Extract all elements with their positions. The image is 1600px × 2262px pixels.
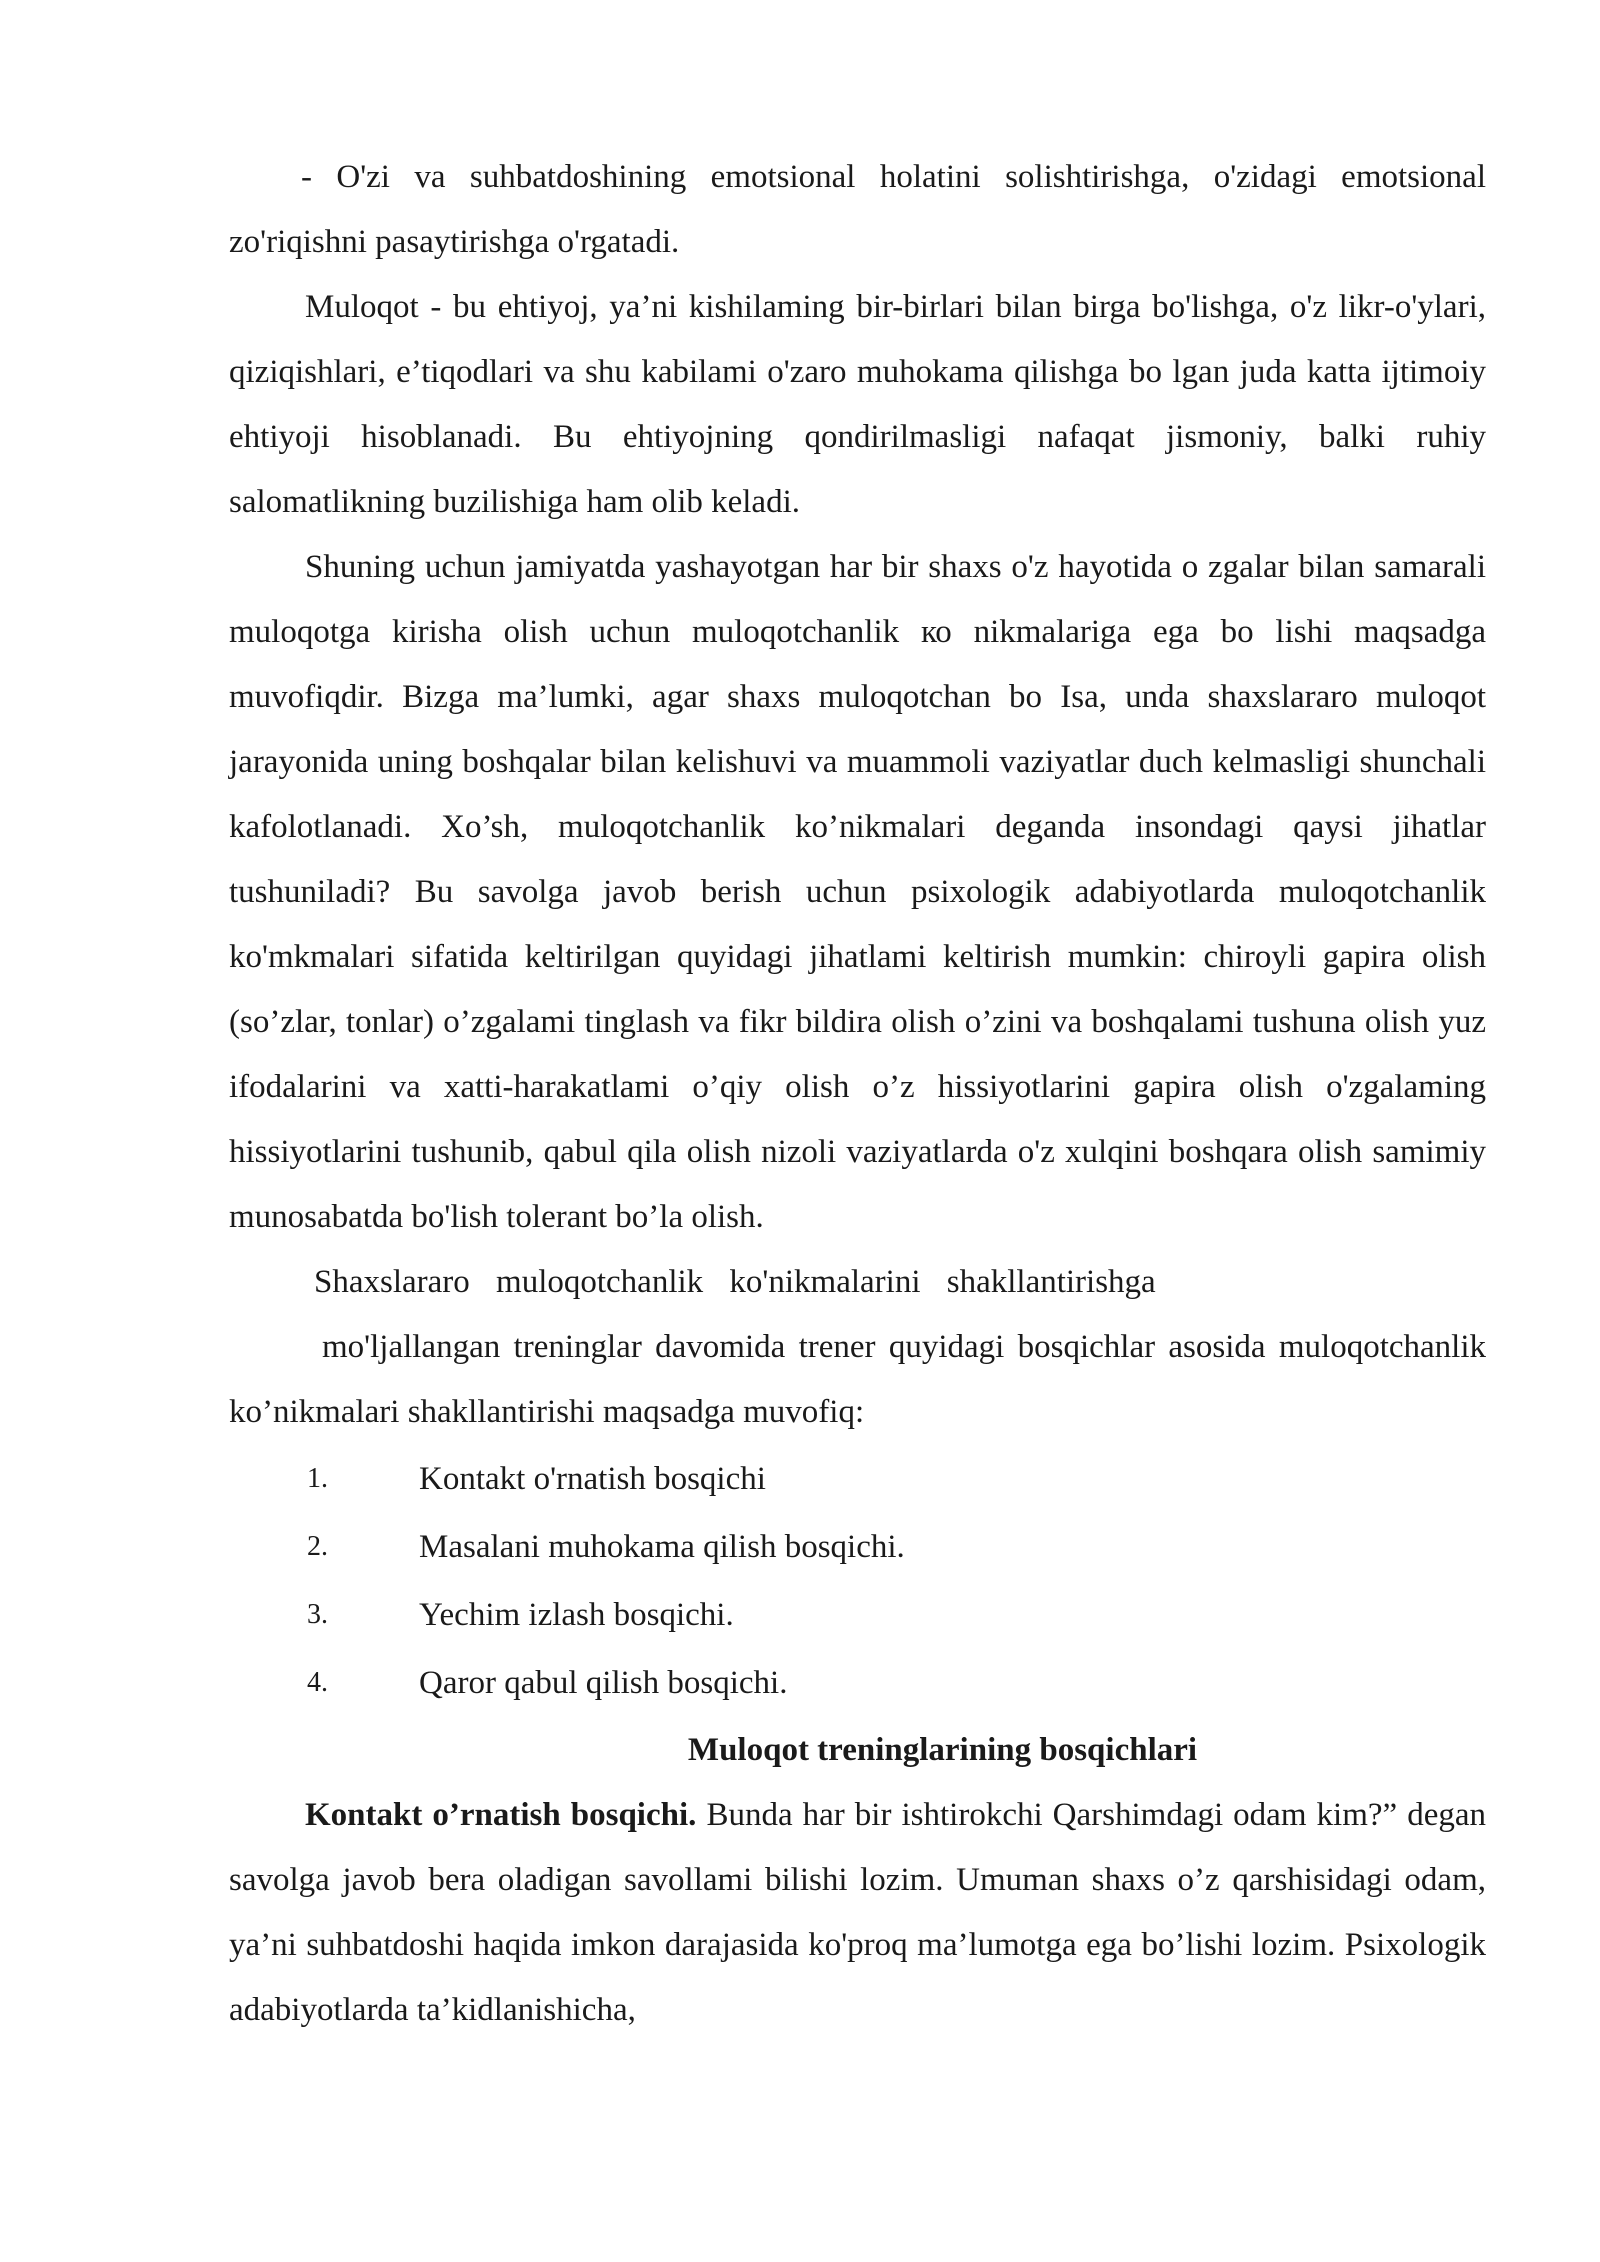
list-item-number: 2. bbox=[307, 1531, 328, 1562]
stages-list bbox=[229, 1445, 1486, 1717]
list-item bbox=[229, 1513, 1486, 1581]
list-item-text: Qaror qabul qilish bosqichi. bbox=[419, 1665, 788, 1701]
list-item-number: 3. bbox=[307, 1599, 328, 1630]
list-item-text: Masalani muhokama qilish bosqichi. bbox=[419, 1529, 905, 1565]
list-item-number: 1. bbox=[307, 1463, 328, 1494]
paragraph-body: Bunda har bir ishtirokchi Qarshimdagi odam kim?” degan savolga javob bera oladigan savollami bilishi lozim. Umuman shaxs o’z qarshisidagi odam, ya’ni suhbatdoshi haqida imkon darajasida ko'proq ma’lumotga ega bo’lishi lozim. Psixologik adabiyotlarda ta’kidlanishicha, bbox=[229, 1797, 1486, 2028]
list-item bbox=[229, 1581, 1486, 1649]
paragraph-contact-stage bbox=[229, 1783, 1486, 2043]
paragraph-communication-skills: Shuning uchun jamiyatda yashayotgan har bir shaxs o'z hayotida o zgalar bilan samarali muloqotga kirisha olish uchun muloqotchanlik ко nikmalariga ega bo lishi maqsadga muvofiqdir. Bizga ma’lumki, agar shaxs muloqotchan bo Isa, unda shaxslararo muloqot jarayonida uning boshqalar bilan kelishuvi va muammoli vaziyatlar duch kelmasligi shunchali kafolotlanadi. Xo’sh, muloqotchanlik ko’nikmalari deganda insondagi qaysi jihatlar tushuniladi? Bu savolga javob berish uchun psixologik adabiyotlarda muloqotchanlik ko'mkmalari sifatida keltirilgan quyidagi jihatlami keltirish mumkin: chiroyli gapira olish (so’zlar, tonlar) o’zgalami tinglash va fikr bildira olish o’zini va boshqalami tushuna olish yuz ifodalarini va xatti-harakatlami o’qiy olish o’z hissiyotlarini gapira olish o'zgalaming hissiyotlarini tushunib, qabul qila olish nizoli vaziyatlarda o'z xulqini boshqara olish samimiy munosabatda bo'lish tolerant bo’la olish. bbox=[229, 549, 1486, 1235]
section-heading: Muloqot treninglarining bosqichlari bbox=[687, 1732, 1198, 1768]
list-item-text: Yechim izlash bosqichi. bbox=[419, 1597, 734, 1633]
document-page bbox=[229, 145, 1486, 2043]
paragraph-emotional-state: - O'zi va suhbatdoshining emotsional holatini solishtirishga, o'zidagi emotsional zo'riqishni pasaytirishga o'rgatadi. bbox=[229, 159, 1486, 260]
list-item bbox=[229, 1649, 1486, 1717]
paragraph-lead-bold: Kontakt o’rnatish bosqichi. bbox=[305, 1797, 697, 1833]
paragraph-trainer-stages: mo'ljallangan treninglar davomida trener quyidagi bosqichlar asosida muloqotchanlik ko’nikmalari shakllantirishi maqsadga muvofiq: bbox=[229, 1329, 1486, 1430]
paragraph-communication-need: Muloqot - bu ehtiyoj, ya’ni kishilaming bir-birlari bilan birga bo'lishga, o'z likr-o'ylari, qiziqishlari, e’tiqodlari va shu kabilami o'zaro muhokama qilishga bo lgan juda katta ijtimoiy ehtiyoji hisoblanadi. Bu ehtiyojning qondirilmasligi nafaqat jismoniy, balki ruhiy salomatlikning buzilishiga ham olib keladi. bbox=[229, 289, 1486, 520]
paragraph-interpersonal-skills: Shaxslararo muloqotchanlik ko'nikmalarini shakllantirishga bbox=[314, 1264, 1156, 1300]
list-item-text: Kontakt o'rnatish bosqichi bbox=[419, 1461, 766, 1497]
list-item bbox=[229, 1445, 1486, 1513]
list-item-number: 4. bbox=[307, 1667, 328, 1698]
